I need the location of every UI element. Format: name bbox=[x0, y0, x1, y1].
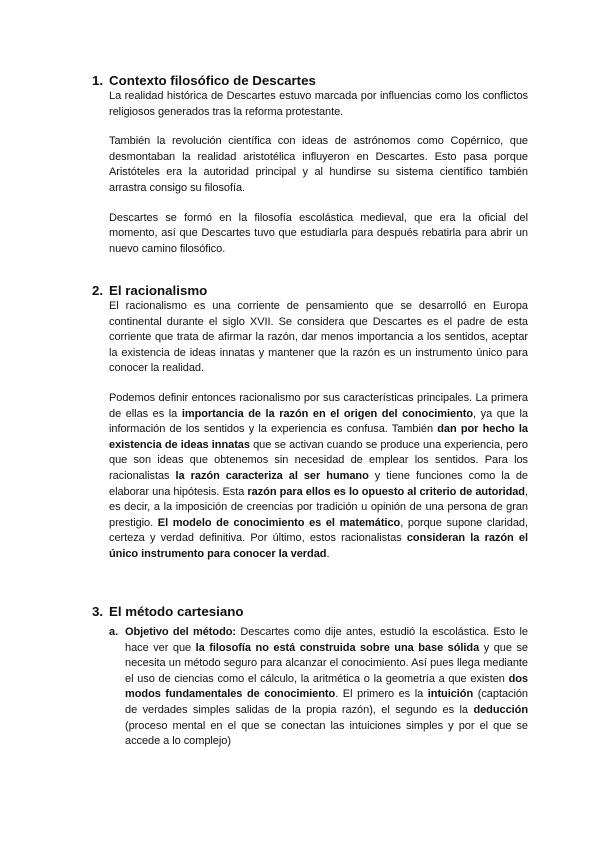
text-run: Descartes se formó en la filosofía escolástica medieval, que era la oficial del momento, así que Descartes tuvo que estudiarla para después rebatirla para abrir un nuevo camino filosófico. bbox=[109, 211, 528, 255]
text-run: , ya que la información de los sentidos y la experiencia es confusa. También bbox=[109, 407, 528, 436]
section-body bbox=[109, 89, 528, 257]
section-title: Contexto filosófico de Descartes bbox=[109, 73, 316, 88]
section-number: 1. bbox=[92, 73, 104, 88]
bold-run: importancia de la razón en el origen del conocimiento bbox=[181, 407, 474, 420]
section-number: 3. bbox=[92, 604, 104, 619]
text-run: (proceso mental en el que se conectan las intuiciones simples y por el que se accede a lo complejo) bbox=[125, 719, 528, 748]
subitem bbox=[109, 625, 528, 750]
section-title: El método cartesiano bbox=[109, 604, 244, 619]
subitem-letter: a. bbox=[109, 626, 119, 638]
section-heading bbox=[92, 603, 528, 620]
text-run: También la revolución científica con ideas de astrónomos como Copérnico, que desmontaban la realidad aristotélica influyeron en Descartes. Esto pasa porque Aristóteles era la autoridad principal y al hundirse su sistema científico también arrastra consigo su filosofía. bbox=[109, 135, 528, 194]
text-run: . El primero es la bbox=[335, 688, 428, 701]
bold-run: consideran la razón el único instrumento para conocer la verdad bbox=[109, 532, 528, 560]
text-run: que se activan cuando se produce una experiencia, pero que son ideas que obtenemos sin necesidad de emplear los sentidos. Para los racionalistas bbox=[109, 438, 528, 482]
text-run: (captación de verdades simples salidas de la propia razón), el segundo es la bbox=[125, 688, 528, 716]
bold-run: dos modos fundamentales de conocimiento bbox=[125, 672, 528, 701]
bold-run: intuición bbox=[427, 688, 474, 701]
paragraph bbox=[109, 391, 528, 563]
bold-run: deducción bbox=[473, 703, 528, 716]
text-run: , porque supone claridad, certeza y verdad definitiva. Por último, estos racionalistas bbox=[109, 516, 528, 545]
bold-run: la razón caracteriza al ser humano bbox=[175, 469, 369, 482]
bold-run: razón para ellos es lo opuesto al criterio de autoridad bbox=[247, 485, 525, 498]
section-contexto bbox=[92, 72, 528, 257]
bold-run: Objetivo del método: bbox=[125, 626, 237, 638]
text-run: Descartes como dije antes, estudió la escolástica. Esto le hace ver que bbox=[125, 626, 528, 654]
paragraph bbox=[109, 89, 528, 120]
paragraph bbox=[109, 299, 528, 377]
paragraph bbox=[109, 211, 528, 258]
text-run: Podemos definir entonces racionalismo por sus características principales. La primera de ellas es la bbox=[109, 391, 528, 420]
section-metodo-cartesiano bbox=[92, 603, 528, 750]
text-run: , es decir, a la imposición de creencias por tradición u opinión de una persona de gran prestigio. bbox=[109, 485, 528, 529]
text-run: y tiene funciones como la de elaborar una hipótesis. Esta bbox=[109, 469, 529, 498]
bold-run: El modelo de conocimiento es el matemático bbox=[157, 516, 401, 529]
text-run: . bbox=[326, 547, 330, 560]
bold-run: dan por hecho la existencia de ideas innatas bbox=[109, 423, 528, 451]
subitem-paragraph bbox=[125, 625, 528, 750]
text-run: La realidad histórica de Descartes estuvo marcada por influencias como los conflictos religiosos generados tras la reforma protestante. bbox=[109, 90, 528, 118]
paragraph bbox=[109, 134, 528, 196]
text-run: y que se necesita un método seguro para alcanzar el conocimiento. Así pues llega mediante el uso de ciencias como el cálculo, la aritmética o la geometría a que existen bbox=[125, 641, 528, 685]
section-number: 2. bbox=[92, 283, 104, 298]
text-run: El racionalismo es una corriente de pensamiento que se desarrolló en Europa continental durante el siglo XVII. Se considera que Descartes es el padre de esta corriente que trata de afirmar la razón, dar menos importancia a los sentidos, aceptar la existencia de ideas innatas y mantener que la razón es un instrumento único para conocer la realidad. bbox=[109, 300, 528, 375]
section-heading bbox=[92, 72, 528, 89]
section-heading bbox=[92, 282, 528, 299]
section-body bbox=[109, 299, 528, 563]
section-racionalismo bbox=[92, 282, 528, 563]
section-title: El racionalismo bbox=[109, 283, 208, 298]
bold-run: la filosofía no está construida sobre una base sólida bbox=[195, 641, 480, 654]
